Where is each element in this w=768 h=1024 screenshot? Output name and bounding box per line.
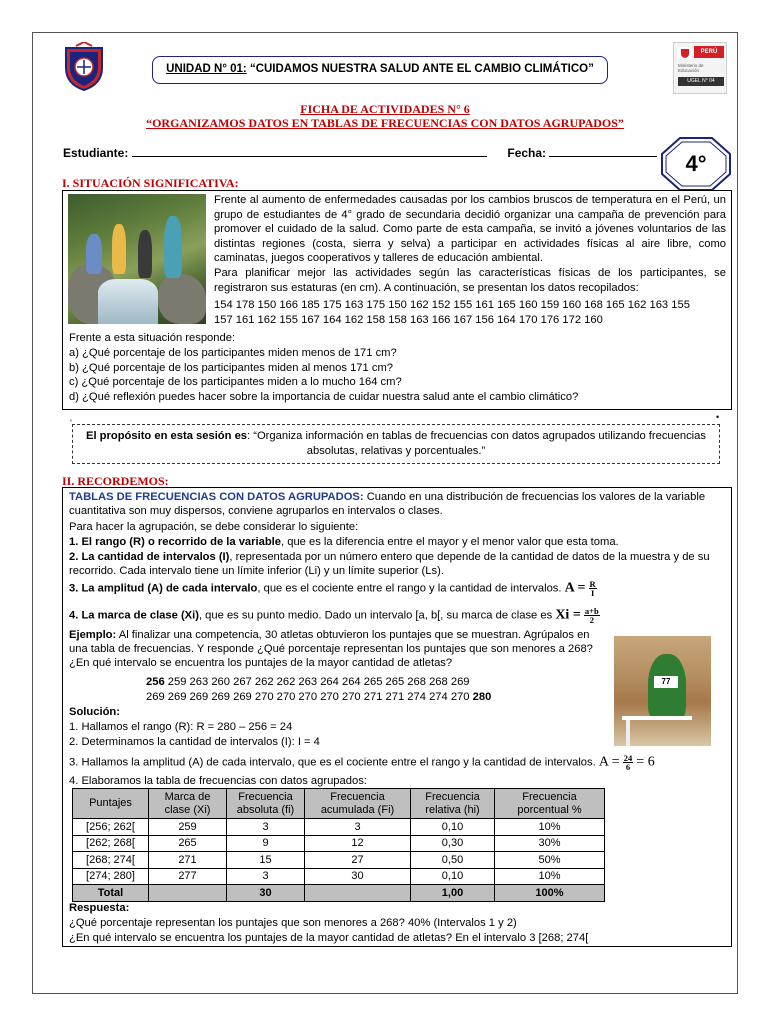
table-header-cell: Frecuencia relativa (hi) xyxy=(411,789,495,819)
purpose-text: : “Organiza información en tablas de frecuencias con datos agrupados utilizando frecuencias absolutas, relativas y porcentuales.” xyxy=(247,430,706,457)
table-cell: 9 xyxy=(227,835,305,852)
heights-line-1: 154 178 150 166 185 175 163 175 150 162 152 155 161 165 160 159 160 168 165 162 163 155 xyxy=(214,299,690,311)
amplitude-formula: A = xyxy=(564,580,586,596)
table-header-cell: Puntajes xyxy=(73,789,149,819)
scores-line-2 xyxy=(146,690,606,704)
table-cell: 100% xyxy=(495,885,605,902)
table-row xyxy=(73,835,605,852)
solution-step-2: 2. Determinamos la cantidad de intervalos (I): I = 4 xyxy=(69,736,320,748)
school-crest-logo xyxy=(62,42,106,92)
point-amplitude-text: , que es el cociente entre el rango y la cantidad de intervalos. xyxy=(257,582,562,595)
ficha-line-1: FICHA DE ACTIVIDADES N° 6 xyxy=(300,102,470,116)
hikers-photo xyxy=(68,194,206,324)
table-cell: 3 xyxy=(227,819,305,836)
peru-label: PERÚ xyxy=(694,46,724,58)
point-range-bold: 1. El rango (R) o recorrido de la variable xyxy=(69,536,281,548)
student-label: Estudiante: xyxy=(63,146,129,160)
table-cell: [268; 274[ xyxy=(73,852,149,869)
table-cell: 30 xyxy=(227,885,305,902)
class-mark-fraction: $\frac{a+b}{2}$ xyxy=(584,606,599,625)
ministry-label: Ministerio de Educación xyxy=(678,63,704,74)
hurdler-photo: 77 xyxy=(614,636,711,746)
solution-step-3-text: 3. Hallamos la amplitud (A) de cada intervalo, que es el cociente entre el rango y la cantidad de intervalos. xyxy=(69,756,596,769)
ficha-line-2: “ORGANIZAMOS DATOS EN TABLAS DE FRECUENCIAS CON DATOS AGRUPADOS” xyxy=(146,116,624,130)
table-cell: 50% xyxy=(495,852,605,869)
corner-mark-icon: • xyxy=(716,412,720,422)
date-label: Fecha: xyxy=(507,146,547,160)
answer-2: ¿En qué intervalo se encuentra los puntajes de la mayor cantidad de atletas? En el intervalo 3 [268; 274[ xyxy=(69,932,589,944)
scores-line-1 xyxy=(146,675,606,689)
purpose-box xyxy=(72,424,720,464)
table-header-cell: Frecuencia acumulada (Fi) xyxy=(305,789,411,819)
table-cell xyxy=(305,885,411,902)
table-cell: 30 xyxy=(305,868,411,885)
step3-formula-a: A = xyxy=(598,754,620,770)
table-cell: 0,30 xyxy=(411,835,495,852)
table-header-cell: Frecuencia absoluta (fi) xyxy=(227,789,305,819)
example-text xyxy=(69,628,604,671)
table-cell: 1,00 xyxy=(411,885,495,902)
unit-title-box xyxy=(152,56,608,84)
unit-prefix: UNIDAD N° 01: xyxy=(166,63,247,75)
table-cell: 271 xyxy=(149,852,227,869)
solution-step-3 xyxy=(69,754,729,771)
point-amplitude-bold: 3. La amplitud (A) de cada intervalo xyxy=(69,582,258,595)
table-header-cell: Marca de clase (Xi) xyxy=(149,789,227,819)
ministry-logo xyxy=(673,42,727,94)
class-mark-formula: Xi = xyxy=(555,607,581,623)
table-cell: 0,50 xyxy=(411,852,495,869)
situation-questions xyxy=(69,331,729,405)
point-class-mark xyxy=(69,607,729,624)
example-body: Al finalizar una competencia, 30 atletas obtuvieron los puntajes que se muestran. Agrúpalos en una tabla de frecuencias. Y responde ¿Qué porcentaje representan los puntajes que son menores a 268? ¿En qué intervalo se encuentra los puntajes de la mayor cantidad de atletas? xyxy=(69,629,593,670)
section2-heading: TABLAS DE FRECUENCIAS CON DATOS AGRUPADOS: xyxy=(69,491,364,503)
peru-shield-icon xyxy=(678,47,692,59)
answer-1: ¿Qué porcentaje representan los puntajes que son menores a 268? 40% (Intervalos 1 y 2) xyxy=(69,917,517,929)
table-header-cell: Frecuencia porcentual % xyxy=(495,789,605,819)
point-range xyxy=(69,535,729,549)
table-cell: 30% xyxy=(495,835,605,852)
unit-title: “CUIDAMOS NUESTRA SALUD ANTE EL CAMBIO CLIMÁTICO” xyxy=(246,63,594,75)
section1-title: I. SITUACIÓN SIGNIFICATIVA: xyxy=(62,176,239,190)
point-intervals-text: , representada por un número entero que depende de la cantidad de datos de la muestra y de su recorrido. Cada intervalo tiene un límite inferior (Li) y un límite superior (Ls). xyxy=(69,551,710,578)
table-cell: 0,10 xyxy=(411,819,495,836)
amplitude-fraction: $\frac{R}{I}$ xyxy=(589,579,596,598)
table-cell: 27 xyxy=(305,852,411,869)
grade-badge xyxy=(660,136,732,192)
table-cell: [262; 268[ xyxy=(73,835,149,852)
table-total-row xyxy=(73,885,605,902)
step3-formula-b: = 6 xyxy=(636,754,655,770)
point-amplitude xyxy=(69,580,729,597)
table-row xyxy=(73,868,605,885)
table-row xyxy=(73,819,605,836)
frequency-table xyxy=(72,788,605,902)
score-min: 256 xyxy=(146,676,165,688)
table-cell: [274; 280] xyxy=(73,868,149,885)
corner-mark-icon: ‘ xyxy=(70,418,72,428)
question-b: b) ¿Qué porcentaje de los participantes miden al menos 171 cm? xyxy=(69,361,393,374)
table-cell: Total xyxy=(73,885,149,902)
table-cell: 10% xyxy=(495,868,605,885)
table-row xyxy=(73,852,605,869)
solution-label: Solución: xyxy=(69,706,120,718)
grouping-intro: Para hacer la agrupación, se debe considerar lo siguiente: xyxy=(69,521,359,533)
situation-paragraph-2: Para planificar mejor las actividades según las características físicas de los participantes, se registraron sus estaturas (en cm). A continuación, se presentan los datos recopilados: xyxy=(214,266,726,294)
section2-title: II. RECORDEMOS: xyxy=(62,474,169,488)
point-range-text: , que es la diferencia entre el mayor y el menor valor que esta toma. xyxy=(281,536,619,548)
student-row xyxy=(63,145,663,160)
point-intervals-bold: 2. La cantidad de intervalos (I) xyxy=(69,551,230,563)
table-cell: 15 xyxy=(227,852,305,869)
situation-text xyxy=(214,193,726,295)
score-max: 280 xyxy=(472,691,492,703)
answer-label: Respuesta: xyxy=(69,902,130,914)
point-class-mark-bold: 4. La marca de clase (Xi) xyxy=(69,609,199,622)
step3-fraction: $\frac{24}{6}$ xyxy=(623,753,633,772)
example-label: Ejemplo: xyxy=(69,629,117,641)
student-name-field[interactable] xyxy=(132,145,487,157)
situation-paragraph-1: Frente al aumento de enfermedades causadas por los cambios bruscos de temperatura en el Perú, un grupo de estudiantes de 4° grado de secundaria decidió organizar una campaña de prevención para promover el cuidado de la salud. Como parte de esta campaña, se invitó a jóvenes voluntarios de las distintas regiones (costa, sierra y selva) a participar en actividades físicas al aire libre, como caminatas, juegos cooperativos y talleres de educación ambiental. xyxy=(214,194,726,265)
heights-line-2: 157 161 162 155 167 164 162 158 158 163 166 167 156 164 170 176 172 160 xyxy=(214,313,603,326)
table-cell: 3 xyxy=(305,819,411,836)
section2-intro xyxy=(69,490,729,518)
scores-line-1-rest: 259 263 260 267 262 262 263 264 264 265 265 268 268 269 xyxy=(164,676,470,688)
question-d: d) ¿Qué reflexión puedes hacer sobre la importancia de cuidar nuestra salud ante el cambio climático? xyxy=(69,391,579,404)
point-class-mark-text: , que es su punto medio. Dado un intervalo [a, b[, su marca de clase es xyxy=(198,609,553,622)
table-cell: 265 xyxy=(149,835,227,852)
grade-label: 4° xyxy=(685,151,707,176)
date-field[interactable] xyxy=(549,145,657,157)
ficha-title xyxy=(60,102,710,130)
point-intervals xyxy=(69,550,729,578)
scores-line-2-rest: 269 269 269 269 269 270 270 270 270 270 271 271 274 274 270 xyxy=(146,691,473,703)
table-header-row xyxy=(73,789,605,819)
question-a: a) ¿Qué porcentaje de los participantes miden menos de 171 cm? xyxy=(69,346,397,359)
ugel-label: UGEL N° 04 xyxy=(678,77,724,86)
table-cell: 12 xyxy=(305,835,411,852)
questions-intro: Frente a esta situación responde: xyxy=(69,332,236,344)
table-cell: 259 xyxy=(149,819,227,836)
heights-data xyxy=(214,298,726,327)
question-c: c) ¿Qué porcentaje de los participantes miden a lo mucho 164 cm? xyxy=(69,376,402,389)
table-cell: 3 xyxy=(227,868,305,885)
purpose-label: El propósito en esta sesión es xyxy=(86,430,248,442)
table-cell xyxy=(149,885,227,902)
solution-step-4: 4. Elaboramos la tabla de frecuencias con datos agrupados: xyxy=(69,775,367,787)
table-cell: [256; 262[ xyxy=(73,819,149,836)
table-cell: 10% xyxy=(495,819,605,836)
table-cell: 0,10 xyxy=(411,868,495,885)
section2-intro-text: Cuando en una distribución de frecuencias los valores de la variable cuantitativa son muy dispersos, conviene agruparlos en intervalos o clases. xyxy=(69,491,706,518)
solution-step-1: 1. Hallamos el rango (R): R = 280 – 256 = 24 xyxy=(69,721,293,733)
table-cell: 277 xyxy=(149,868,227,885)
